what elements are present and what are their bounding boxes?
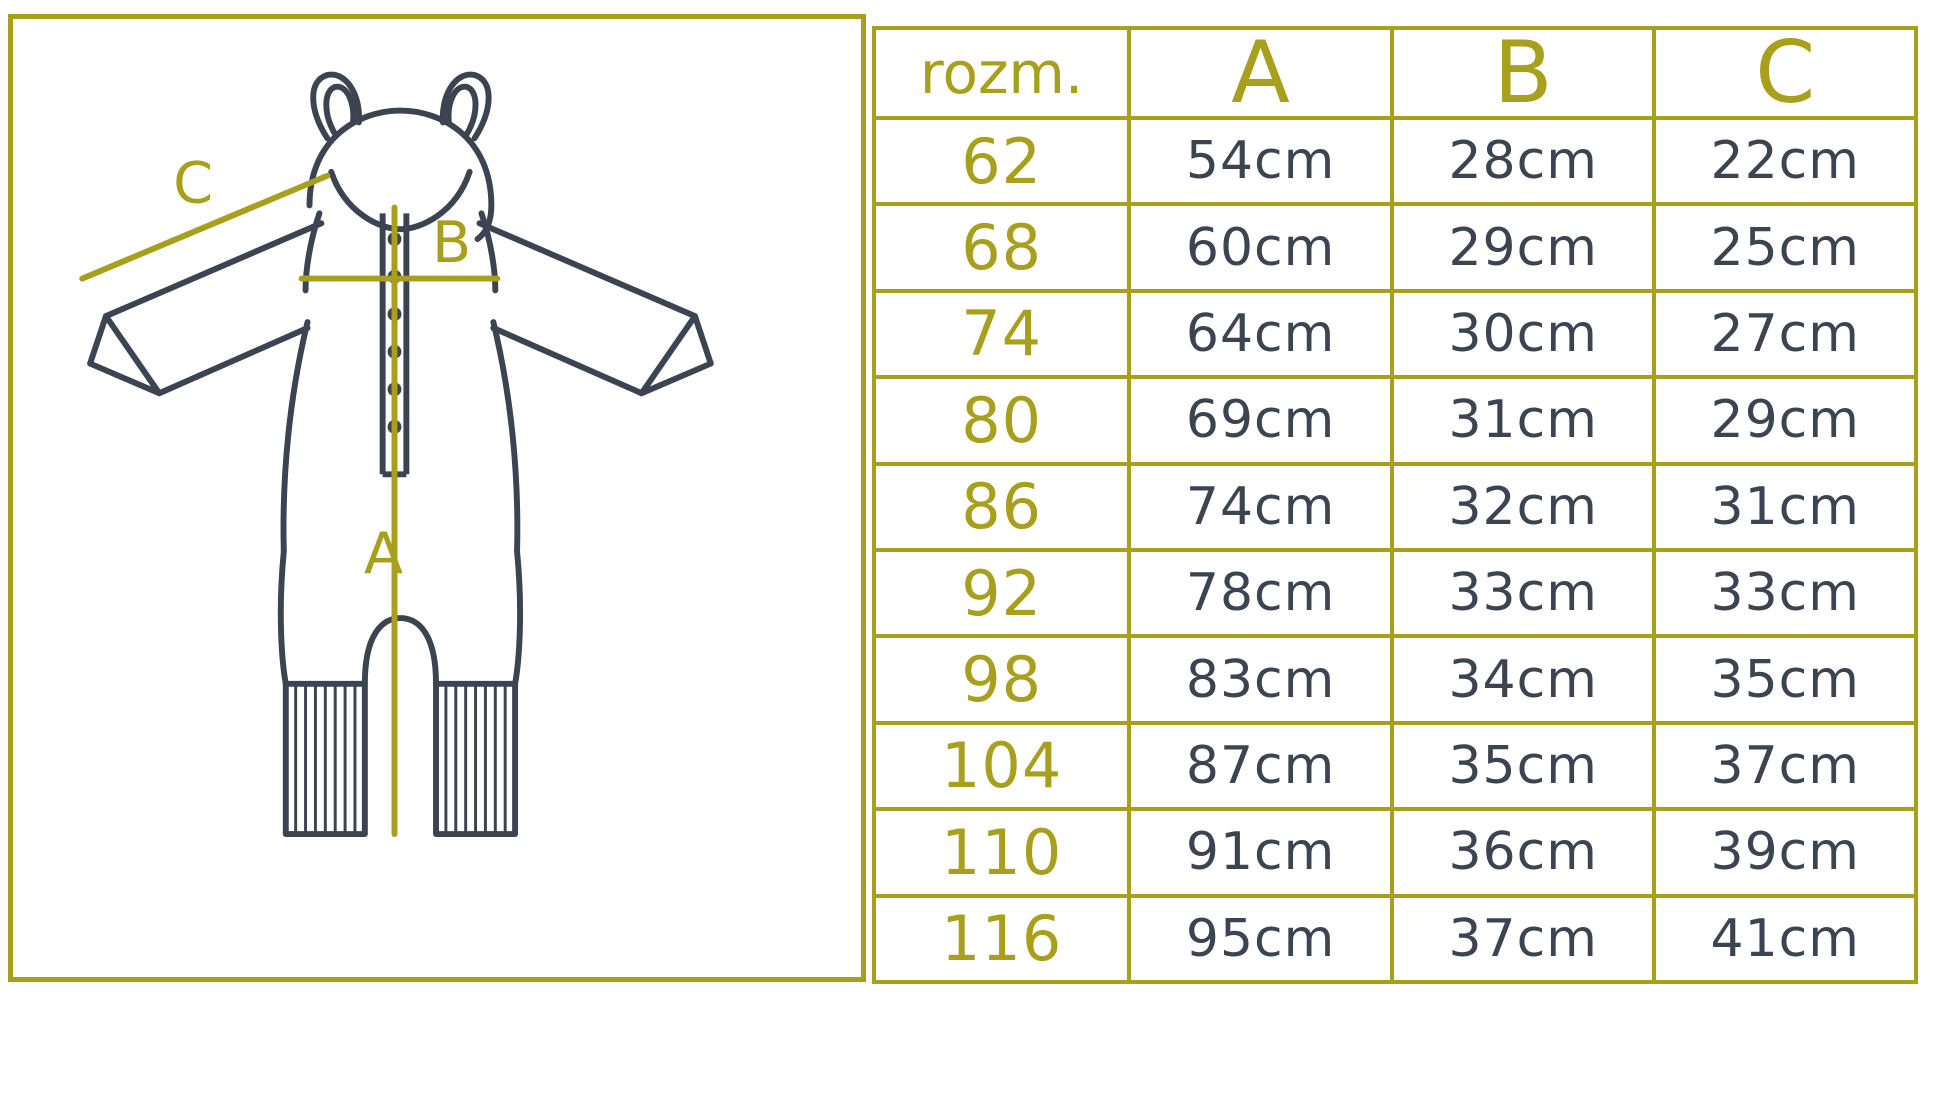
cell-a: 95cm [1129,896,1392,982]
measure-label-b: B [432,208,472,276]
cell-c: 37cm [1654,723,1916,809]
cell-a: 87cm [1129,723,1392,809]
cell-b: 33cm [1392,550,1655,636]
cell-size: 62 [874,118,1129,204]
cell-size: 104 [874,723,1129,809]
cell-b: 28cm [1392,118,1655,204]
cell-size: 80 [874,377,1129,463]
cell-c: 35cm [1654,636,1916,722]
leg-outer-left [281,551,286,683]
cell-c: 39cm [1654,809,1916,895]
cell-size: 74 [874,291,1129,377]
sleeve-right [479,223,710,393]
cell-a: 60cm [1129,204,1392,290]
cell-c: 29cm [1654,377,1916,463]
cell-size: 68 [874,204,1129,290]
cell-b: 29cm [1392,204,1655,290]
body-side-left [284,322,308,551]
header-c: C [1654,28,1916,118]
cell-size: 110 [874,809,1129,895]
cell-c: 27cm [1654,291,1916,377]
header-size: rozm. [874,28,1129,118]
size-table-body [874,118,1916,982]
header-b: B [1392,28,1655,118]
cell-b: 34cm [1392,636,1655,722]
size-table-container [872,23,1918,984]
table-row [874,291,1916,377]
cell-a: 91cm [1129,809,1392,895]
crotch [365,618,436,684]
cell-c: 22cm [1654,118,1916,204]
size-table [872,23,1918,984]
table-row [874,550,1916,636]
cell-a: 78cm [1129,550,1392,636]
measure-label-c: C [173,149,214,217]
cell-size: 86 [874,464,1129,550]
size-table-head [874,23,1916,123]
table-row [874,377,1916,463]
cell-a: 64cm [1129,291,1392,377]
cell-size: 92 [874,550,1129,636]
cell-c: 31cm [1654,464,1916,550]
romper-diagram [13,19,861,977]
table-row [874,204,1916,290]
cell-b: 36cm [1392,809,1655,895]
cell-c: 41cm [1654,896,1916,982]
cell-b: 37cm [1392,896,1655,982]
cell-b: 31cm [1392,377,1655,463]
cell-b: 35cm [1392,723,1655,809]
cell-c: 25cm [1654,204,1916,290]
table-row [874,809,1916,895]
cell-b: 32cm [1392,464,1655,550]
cell-size: 116 [874,896,1129,982]
cell-a: 83cm [1129,636,1392,722]
measure-label-a: A [363,520,404,588]
leg-outer-right [515,551,520,683]
cell-size: 98 [874,636,1129,722]
table-row [874,464,1916,550]
cell-a: 54cm [1129,118,1392,204]
header-a: A [1129,28,1392,118]
table-row [874,118,1916,204]
cell-b: 30cm [1392,291,1655,377]
table-row [874,896,1916,982]
cell-a: 74cm [1129,464,1392,550]
sleeve-left [90,223,321,393]
table-row [874,723,1916,809]
cell-c: 33cm [1654,550,1916,636]
cell-a: 69cm [1129,377,1392,463]
table-row [874,636,1916,722]
body-side-right [493,322,517,551]
table-header-row [874,28,1916,118]
illustration-panel [8,14,866,982]
